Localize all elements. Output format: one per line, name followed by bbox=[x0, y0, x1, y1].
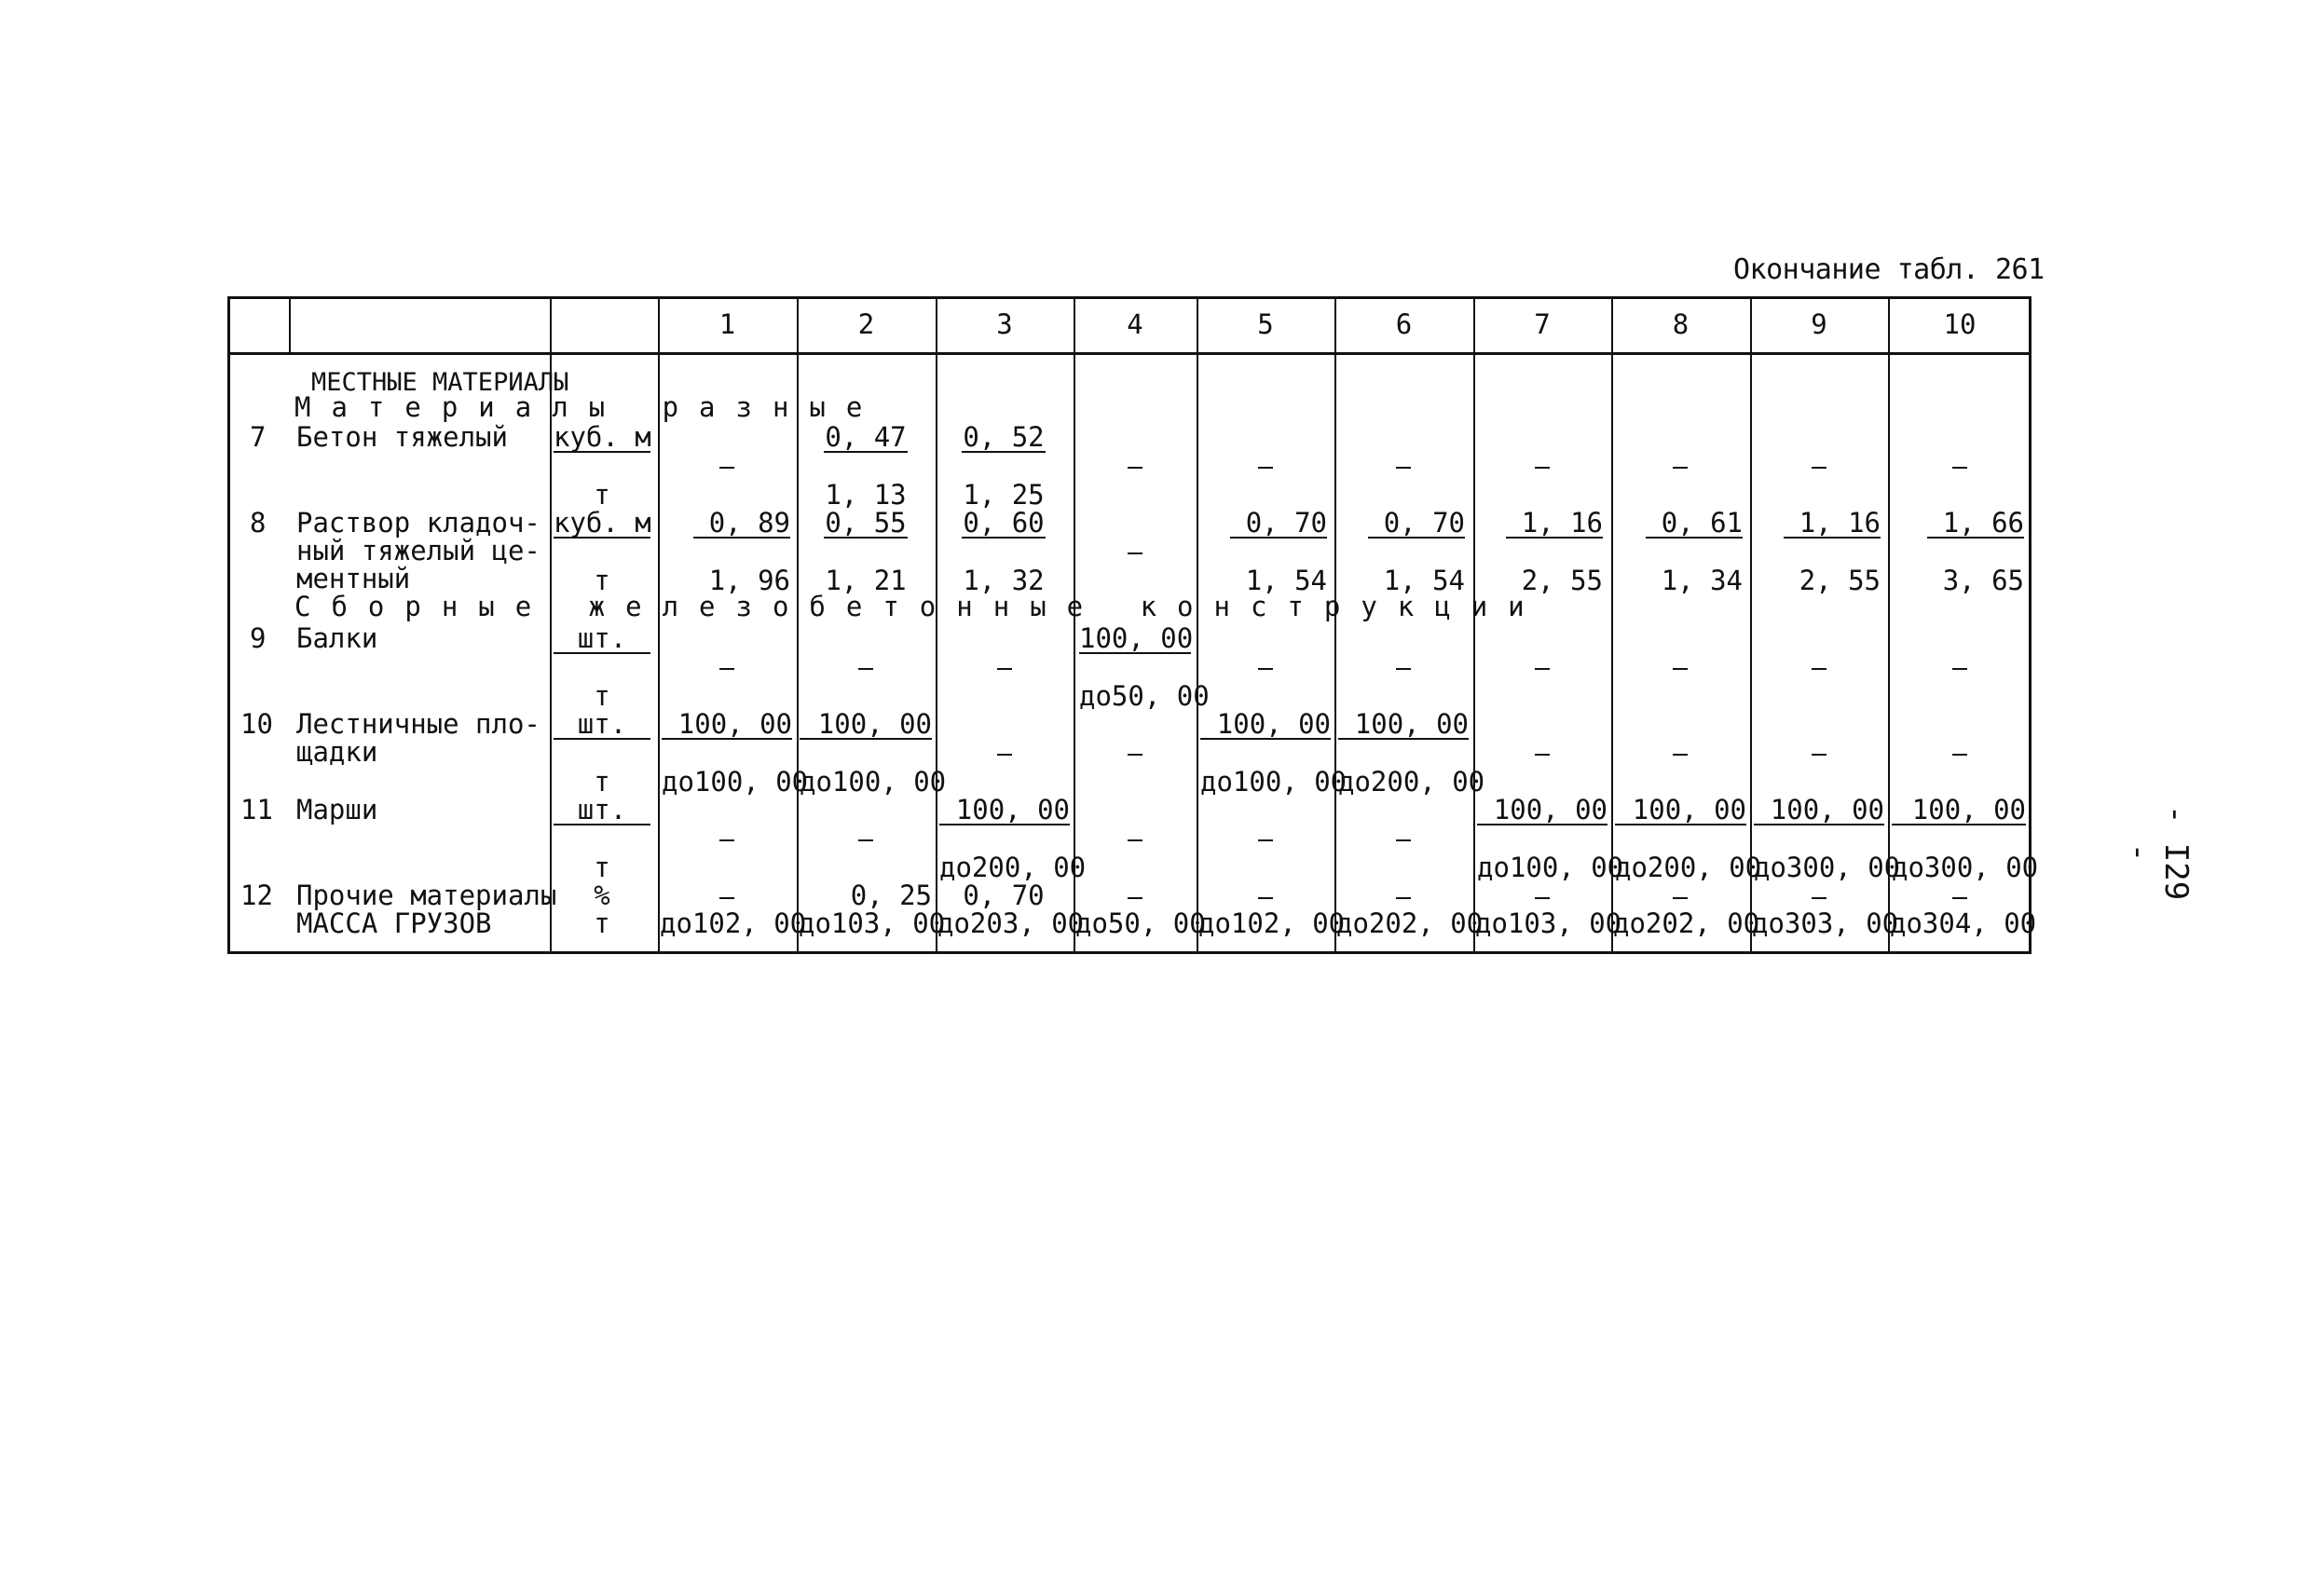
total-label: МАССА ГРУЗОВ bbox=[296, 907, 492, 939]
value-cell: 0, 25 bbox=[850, 880, 932, 911]
value-cell: до100, 00 bbox=[662, 766, 809, 798]
row-number: 12 bbox=[240, 880, 273, 911]
group-heading: Материалы разные bbox=[294, 391, 883, 423]
col-header-2: 2 bbox=[857, 308, 875, 340]
material-name: Бетон тяжелый bbox=[296, 421, 508, 453]
col-header-10: 10 bbox=[1943, 308, 1977, 340]
total-value: до50, 00 bbox=[1075, 907, 1206, 939]
table-caption: Окончание табл. 261 bbox=[1733, 253, 2045, 286]
col-header-8: 8 bbox=[1672, 308, 1690, 340]
value-cell: 0, 60 bbox=[963, 507, 1045, 539]
col-divider bbox=[1334, 296, 1336, 954]
col-divider bbox=[1197, 296, 1198, 954]
col-header-7: 7 bbox=[1534, 308, 1551, 340]
col-header-5: 5 bbox=[1257, 308, 1274, 340]
page-number: - I29 - bbox=[2120, 804, 2195, 901]
value-cell: 2, 55 bbox=[1521, 565, 1603, 596]
total-value: до102, 00 bbox=[660, 907, 807, 939]
value-cell: 100, 00 bbox=[1338, 710, 1469, 740]
data-table bbox=[227, 296, 2039, 954]
material-name: Марши bbox=[296, 794, 378, 825]
material-name: ментный bbox=[296, 563, 411, 594]
value-cell: 1, 21 bbox=[825, 565, 907, 596]
total-value: до103, 00 bbox=[1475, 907, 1622, 939]
value-cell: 1, 54 bbox=[1383, 565, 1465, 596]
value-cell: 100, 00 bbox=[1892, 796, 2026, 825]
value-cell: 3, 65 bbox=[1942, 565, 2024, 596]
unit-label: % bbox=[594, 880, 610, 911]
unit-label: т bbox=[594, 766, 610, 798]
value-cell: до200, 00 bbox=[939, 852, 1087, 883]
value-cell: до300, 00 bbox=[1892, 852, 2039, 883]
material-name: Прочие материалы bbox=[296, 880, 557, 911]
col-header-3: 3 bbox=[996, 308, 1013, 340]
material-name: Раствор кладоч- bbox=[296, 507, 540, 539]
value-cell: 1, 96 bbox=[708, 565, 790, 596]
value-cell: 100, 00 bbox=[939, 796, 1070, 825]
unit-label: т bbox=[594, 680, 610, 712]
total-value: до203, 00 bbox=[937, 907, 1085, 939]
value-cell: до100, 00 bbox=[800, 766, 947, 798]
value-cell: 1, 32 bbox=[963, 565, 1045, 596]
unit-label: т bbox=[594, 907, 610, 939]
value-cell: 100, 00 bbox=[1079, 622, 1194, 654]
value-cell: до200, 00 bbox=[1338, 766, 1485, 798]
value-cell: 100, 00 bbox=[662, 710, 792, 740]
value-cell: 1, 34 bbox=[1661, 565, 1743, 596]
value-cell: 1, 54 bbox=[1245, 565, 1327, 596]
value-cell: 1, 16 bbox=[1784, 509, 1881, 539]
col-header-9: 9 bbox=[1811, 308, 1827, 340]
unit-label: т bbox=[594, 479, 610, 511]
value-cell: 0, 52 bbox=[963, 421, 1045, 453]
unit-label: т bbox=[594, 565, 610, 596]
value-cell: 100, 00 bbox=[1754, 796, 1884, 825]
value-cell: 0, 89 bbox=[693, 509, 790, 539]
value-cell: 0, 47 bbox=[825, 421, 907, 453]
row-number: 8 bbox=[250, 507, 267, 539]
total-value: до202, 00 bbox=[1613, 907, 1760, 939]
value-cell: 100, 00 bbox=[1200, 710, 1331, 740]
total-value: до303, 00 bbox=[1752, 907, 1899, 939]
unit-label: куб. м bbox=[554, 507, 651, 539]
row-number: 7 bbox=[250, 421, 267, 453]
unit-label: шт. bbox=[554, 796, 650, 825]
total-value: до304, 00 bbox=[1890, 907, 2037, 939]
col-header-4: 4 bbox=[1127, 308, 1143, 340]
value-cell: до100, 00 bbox=[1200, 766, 1348, 798]
unit-label: куб. м bbox=[554, 421, 651, 453]
material-name: ный тяжелый це- bbox=[296, 535, 540, 566]
total-value: до202, 00 bbox=[1336, 907, 1484, 939]
header-divider bbox=[227, 352, 2032, 355]
value-cell: 0, 55 bbox=[825, 507, 907, 539]
unit-label: шт. bbox=[554, 624, 650, 654]
col-header-6: 6 bbox=[1395, 308, 1413, 340]
total-value: до103, 00 bbox=[799, 907, 946, 939]
value-cell: 1, 66 bbox=[1927, 509, 2024, 539]
total-value: до102, 00 bbox=[1198, 907, 1346, 939]
value-cell: 1, 16 bbox=[1506, 509, 1603, 539]
value-cell: 0, 61 bbox=[1646, 509, 1743, 539]
value-cell: до300, 00 bbox=[1754, 852, 1901, 883]
value-cell: 0, 70 bbox=[1368, 509, 1465, 539]
value-cell: 100, 00 bbox=[800, 710, 932, 740]
unit-label: шт. bbox=[554, 710, 650, 740]
value-cell: 100, 00 bbox=[1615, 796, 1746, 825]
col-header-1: 1 bbox=[718, 308, 736, 340]
section-heading: МЕСТНЫЕ МАТЕРИАЛЫ bbox=[311, 368, 569, 397]
value-cell: 0, 70 bbox=[1230, 509, 1327, 539]
value-cell: 2, 55 bbox=[1799, 565, 1881, 596]
group-heading: Сборные железобетонные конструкции bbox=[294, 591, 1545, 622]
material-name: щадки bbox=[296, 736, 378, 768]
row-number: 10 bbox=[240, 708, 273, 740]
col-divider bbox=[936, 296, 937, 954]
value-cell: до200, 00 bbox=[1615, 852, 1762, 883]
value-cell: до100, 00 bbox=[1477, 852, 1624, 883]
material-name: Лестничные пло- bbox=[296, 708, 540, 740]
value-cell: до50, 00 bbox=[1079, 680, 1210, 712]
row-number: 9 bbox=[250, 622, 267, 654]
col-divider bbox=[289, 296, 291, 352]
unit-label: т bbox=[594, 852, 610, 883]
material-name: Балки bbox=[296, 622, 378, 654]
row-number: 11 bbox=[240, 794, 273, 825]
value-cell: 100, 00 bbox=[1477, 796, 1607, 825]
value-cell: 1, 25 bbox=[963, 479, 1045, 511]
value-cell: 0, 70 bbox=[963, 880, 1045, 911]
value-cell: 1, 13 bbox=[825, 479, 907, 511]
col-divider bbox=[1473, 296, 1475, 954]
